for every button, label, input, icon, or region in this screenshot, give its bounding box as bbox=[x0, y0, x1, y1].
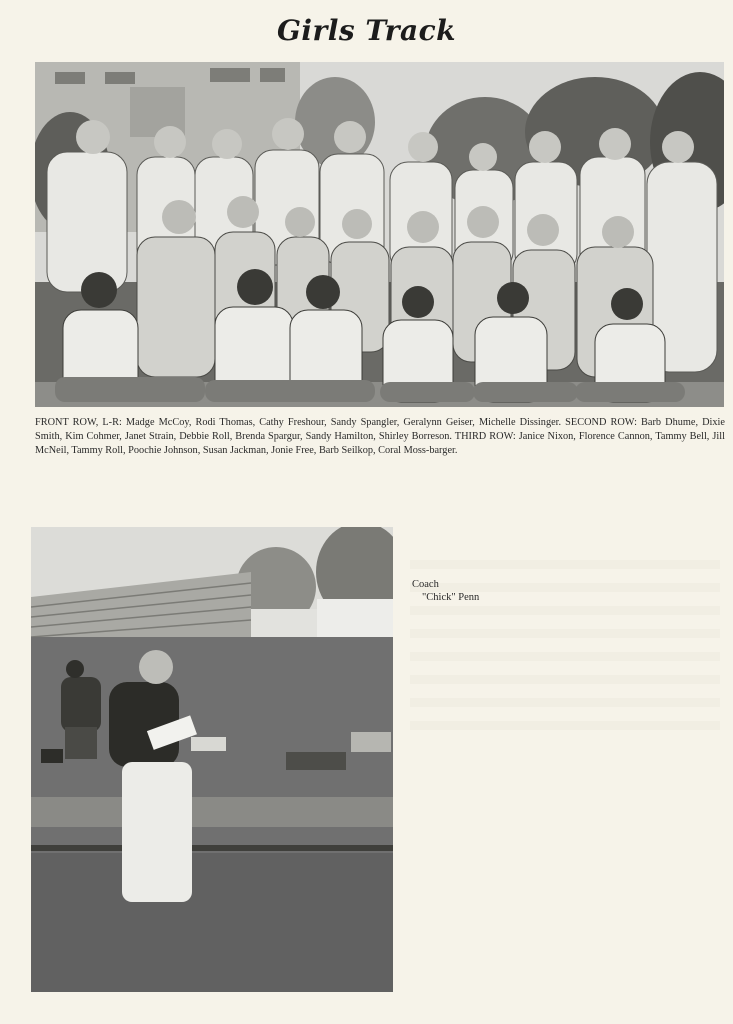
coach-photo bbox=[31, 527, 393, 992]
coach-caption-title: Coach bbox=[412, 579, 439, 590]
coach-caption-name: "Chick" Penn bbox=[422, 592, 480, 603]
bleed-through-lines bbox=[410, 560, 720, 920]
team-photo-caption: FRONT ROW, L-R: Madge McCoy, Rodi Thomas, Cathy Freshour, Sandy Spangler, Geralynn Geiser, Michelle Dissinger. SECOND ROW: Barb Dhume, Dixie Smith, Kim Cohmer, Janet Strain, Debbie Roll, Brenda Spargur, Sandy Hamilton, Shirley Borreson. THIRD ROW: Janice Nixon, Florence Cannon, Tammy Bell, Jill McNeil, Tammy Roll, Poochie Johnson, Susan Jackman, Jonie Free, Barb Seilkop, Coral Moss-barger. bbox=[35, 417, 725, 456]
page-title: Girls Track bbox=[276, 14, 457, 47]
team-photo bbox=[35, 62, 724, 407]
coach-photo-caption bbox=[412, 578, 479, 604]
